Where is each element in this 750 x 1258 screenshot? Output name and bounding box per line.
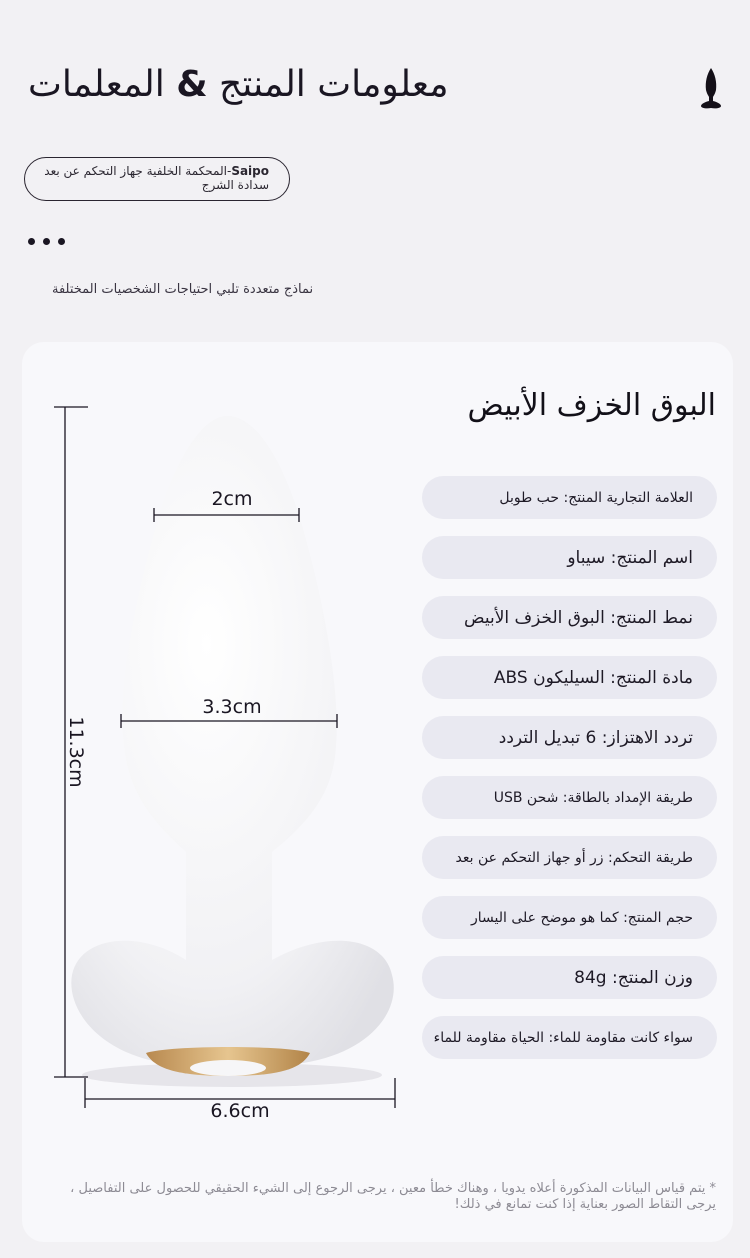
- title-ampersand: &: [176, 64, 208, 105]
- base-button: [190, 1060, 266, 1076]
- spec-vibration: تردد الاهتزاز: 6 تبديل التردد: [422, 716, 717, 759]
- spec-style: نمط المنتج: البوق الخزف الأبيض: [422, 596, 717, 639]
- title-main: معلومات المنتج: [207, 64, 449, 105]
- spec-size: حجم المنتج: كما هو موضح على اليسار: [422, 896, 717, 939]
- height-label: 11.3cm: [65, 716, 87, 788]
- disclaimer-footnote: * يتم قياس البيانات المذكورة أعلاه يدويا ، وهناك خطأ معين ، يرجى الرجوع إلى الشيء الحقيقي للحصول على التفاصيل ، يرجى التقاط الصور بعناية إذا كنت تمانع في ذلك!: [70, 1181, 716, 1212]
- base-width-label: 6.6cm: [210, 1100, 270, 1122]
- spec-control: طريقة التحكم: زر أو جهاز التحكم عن بعد: [422, 836, 717, 879]
- spec-brand: العلامة التجارية المنتج: حب طوبل: [422, 476, 717, 519]
- spec-material: مادة المنتج: السيليكون ABS: [422, 656, 717, 699]
- plug-body: [71, 416, 393, 1069]
- spec-name: اسم المنتج: سيباو: [422, 536, 717, 579]
- tagline-text: -المحكمة الخلفية جهاز التحكم عن بعد سدادة الشرج: [44, 164, 269, 192]
- top-width-label: 2cm: [211, 488, 253, 510]
- title-end: المعلمات: [28, 64, 177, 105]
- spec-weight: وزن المنتج: 84g: [422, 956, 717, 999]
- product-name: البوق الخزف الأبيض: [467, 388, 716, 423]
- mid-width-label: 3.3cm: [202, 696, 262, 718]
- tagline-brand: Saipo: [231, 164, 269, 178]
- spec-waterproof: سواء كانت مقاومة للماء: الحياة مقاومة للماء: [422, 1016, 717, 1059]
- subtitle: نماذج متعددة تلبي احتياجات الشخصيات المختلفة: [52, 282, 314, 297]
- spec-power: طريقة الإمداد بالطاقة: شحن USB: [422, 776, 717, 819]
